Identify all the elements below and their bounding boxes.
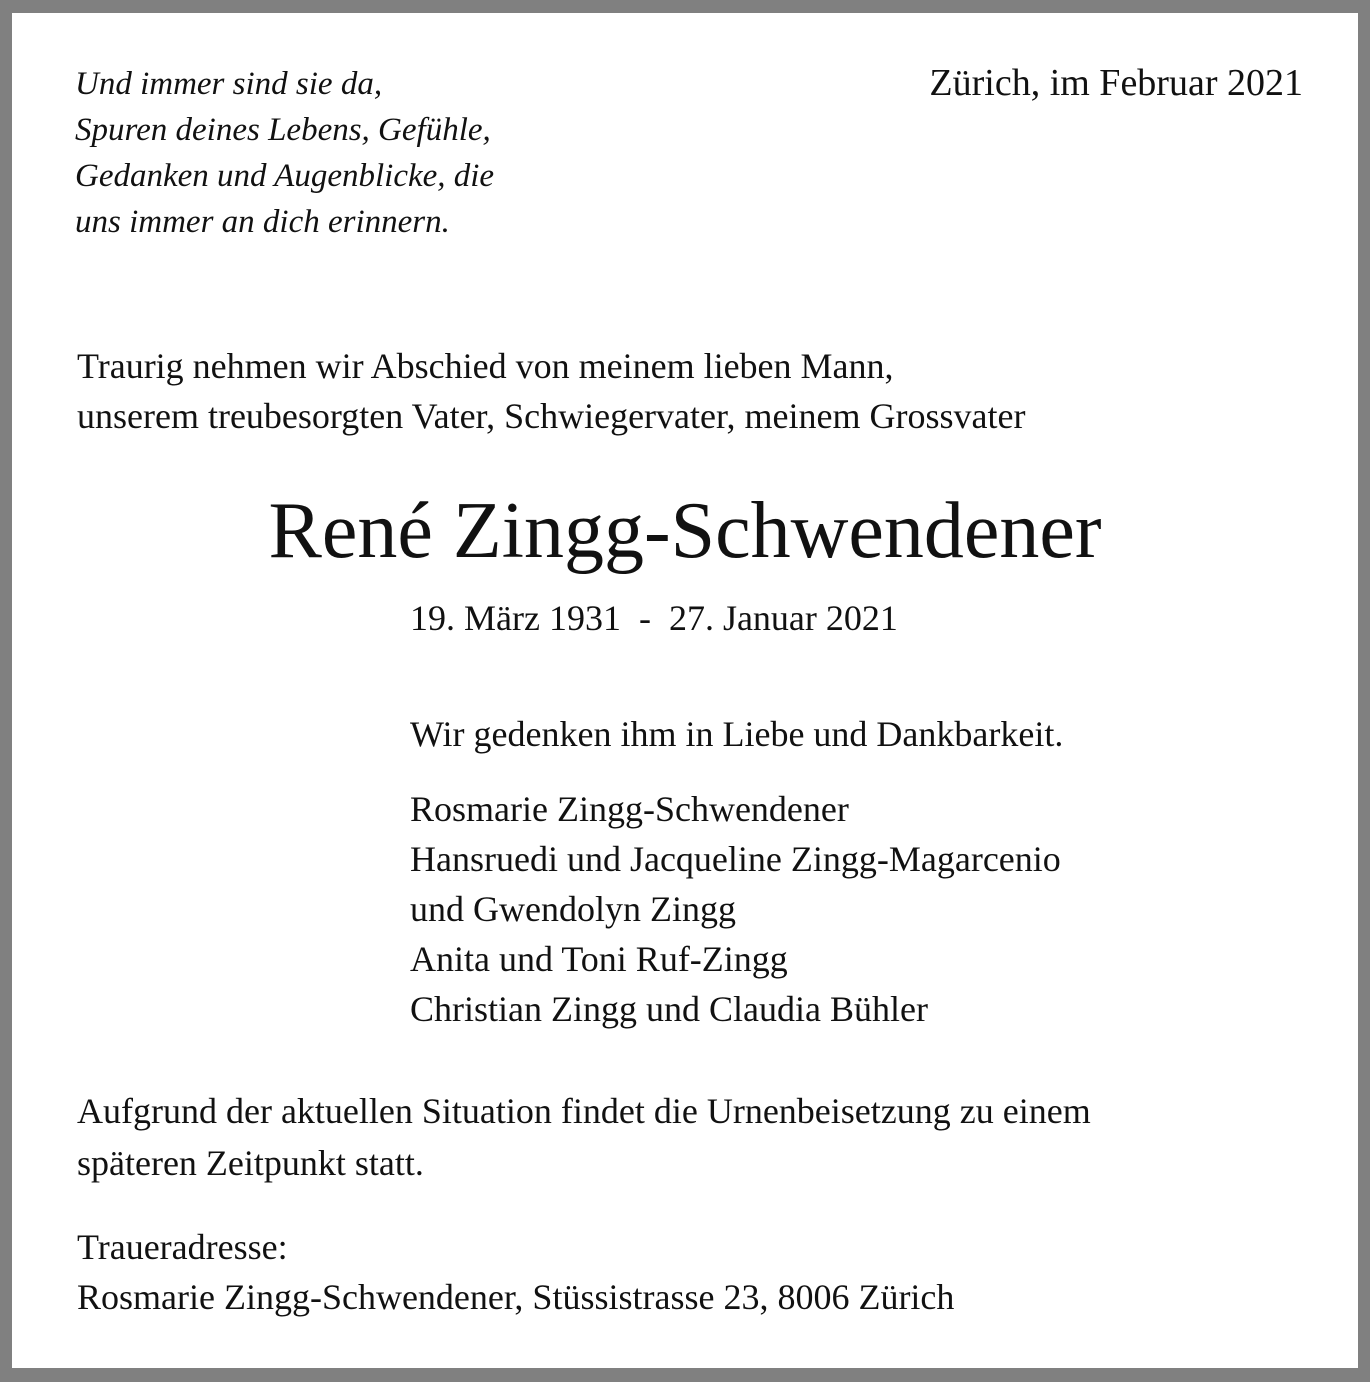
poem-line: Und immer sind sie da, [75,66,383,102]
remembrance-text: Wir gedenken ihm in Liebe und Dankbarkeit. [410,714,1064,754]
family-list [410,784,1061,1034]
family-line: Hansruedi und Jacqueline Zingg-Magarcenio [410,839,1061,879]
obituary-page [12,13,1358,1368]
place-date: Zürich, im Februar 2021 [929,62,1303,104]
family-line: und Gwendolyn Zingg [410,889,736,929]
address-label: Traueradresse: [77,1227,288,1267]
poem-line: Gedanken und Augenblicke, die [75,158,495,194]
family-line: Rosmarie Zingg-Schwendener [410,789,849,829]
address-value: Rosmarie Zingg-Schwendener, Stüssistrasse 23, 8006 Zürich [77,1277,955,1317]
notice-line: späteren Zeitpunkt statt. [77,1143,424,1183]
intro-line: Traurig nehmen wir Abschied von meinem lieben Mann, [77,346,894,386]
deceased-name: René Zingg-Schwendener [268,487,1102,575]
poem-line: Spuren deines Lebens, Gefühle, [75,112,491,148]
poem-quote [75,61,494,245]
burial-notice [77,1085,1091,1189]
life-dates: 19. März 1931 - 27. Januar 2021 [410,598,898,638]
mourning-address [77,1222,954,1322]
notice-line: Aufgrund der aktuellen Situation findet die Urnenbeisetzung zu einem [77,1091,1091,1131]
family-line: Anita und Toni Ruf-Zingg [410,939,788,979]
poem-line: uns immer an dich erinnern. [75,204,450,240]
intro-line: unserem treubesorgten Vater, Schwiegervater, meinem Grossvater [77,396,1026,436]
intro-text [77,341,1025,441]
family-line: Christian Zingg und Claudia Bühler [410,989,928,1029]
